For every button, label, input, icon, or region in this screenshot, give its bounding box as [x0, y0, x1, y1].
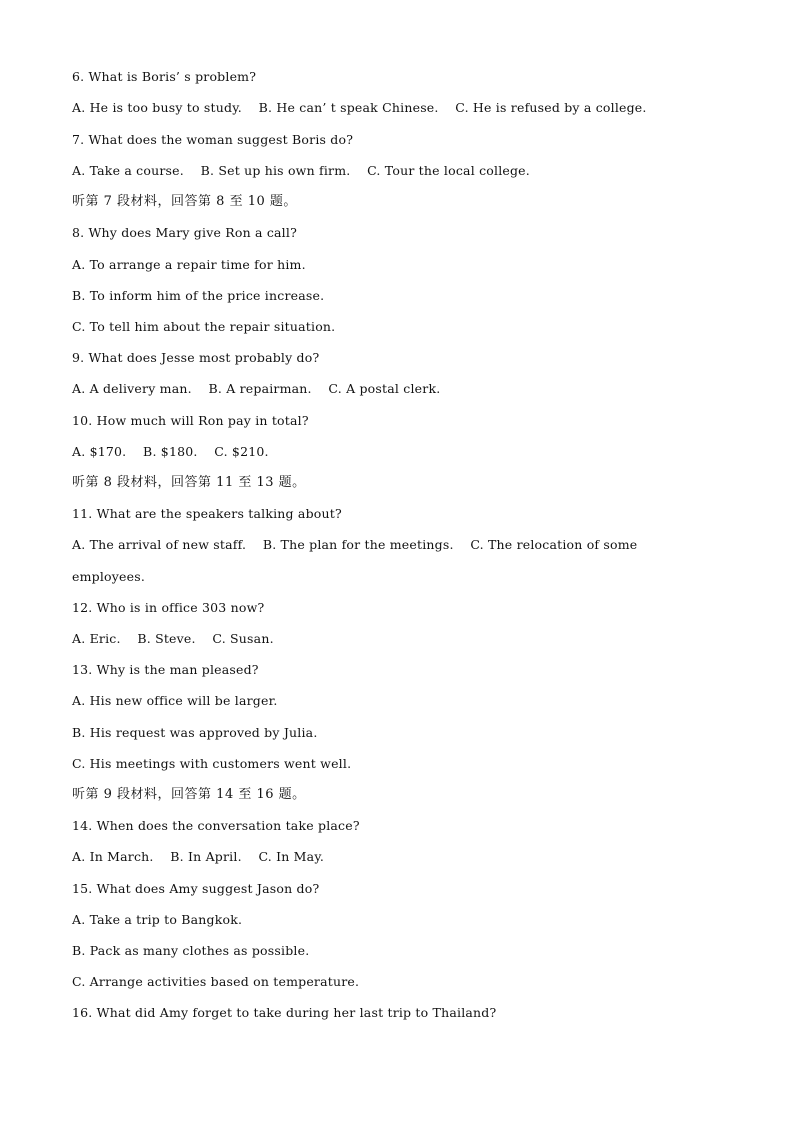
question-7-options: A. Take a course. B. Set up his own firm. C. Tour the local college. — [72, 163, 530, 178]
question-15-option-c: C. Arrange activities based on temperature. — [72, 974, 360, 989]
question-8-option-b: B. To inform him of the price increase. — [72, 288, 325, 303]
question-16: 16. What did Amy forget to take during her last trip to Thailand? — [72, 1005, 497, 1020]
question-13-option-c: C. His meetings with customers went well. — [72, 756, 352, 771]
question-13-option-a: A. His new office will be larger. — [72, 693, 278, 708]
question-9-options: A. A delivery man. B. A repairman. C. A postal clerk. — [72, 381, 441, 396]
question-14: 14. When does the conversation take place? — [72, 818, 360, 833]
question-11-options: A. The arrival of new staff. B. The plan for the meetings. C. The relocation of some — [72, 537, 638, 552]
section-heading-9: 听第 9 段材料，回答第 14 至 16 题。 — [72, 787, 306, 802]
question-11: 11. What are the speakers talking about? — [72, 506, 342, 521]
question-11-options-cont: employees. — [72, 569, 146, 584]
question-6-options: A. He is too busy to study. B. He can’ t speak Chinese. C. He is refused by a college. — [72, 100, 647, 115]
question-12-options: A. Eric. B. Steve. C. Susan. — [72, 631, 274, 646]
question-13: 13. Why is the man pleased? — [72, 662, 259, 677]
question-10-options: A. $170. B. $180. C. $210. — [72, 444, 269, 459]
section-heading-7: 听第 7 段材料，回答第 8 至 10 题。 — [72, 194, 297, 209]
question-13-option-b: B. His request was approved by Julia. — [72, 725, 318, 740]
question-8-option-a: A. To arrange a repair time for him. — [72, 257, 306, 272]
question-12: 12. Who is in office 303 now? — [72, 600, 265, 615]
question-8-option-c: C. To tell him about the repair situation. — [72, 319, 336, 334]
question-6: 6. What is Boris’ s problem? — [72, 69, 257, 84]
question-9: 9. What does Jesse most probably do? — [72, 350, 320, 365]
question-8: 8. Why does Mary give Ron a call? — [72, 225, 297, 240]
question-14-options: A. In March. B. In April. C. In May. — [72, 849, 325, 864]
section-heading-8: 听第 8 段材料，回答第 11 至 13 题。 — [72, 475, 306, 490]
question-15-option-b: B. Pack as many clothes as possible. — [72, 943, 310, 958]
question-10: 10. How much will Ron pay in total? — [72, 413, 309, 428]
question-7: 7. What does the woman suggest Boris do? — [72, 132, 354, 147]
question-15-option-a: A. Take a trip to Bangkok. — [72, 912, 243, 927]
question-15: 15. What does Amy suggest Jason do? — [72, 881, 320, 896]
